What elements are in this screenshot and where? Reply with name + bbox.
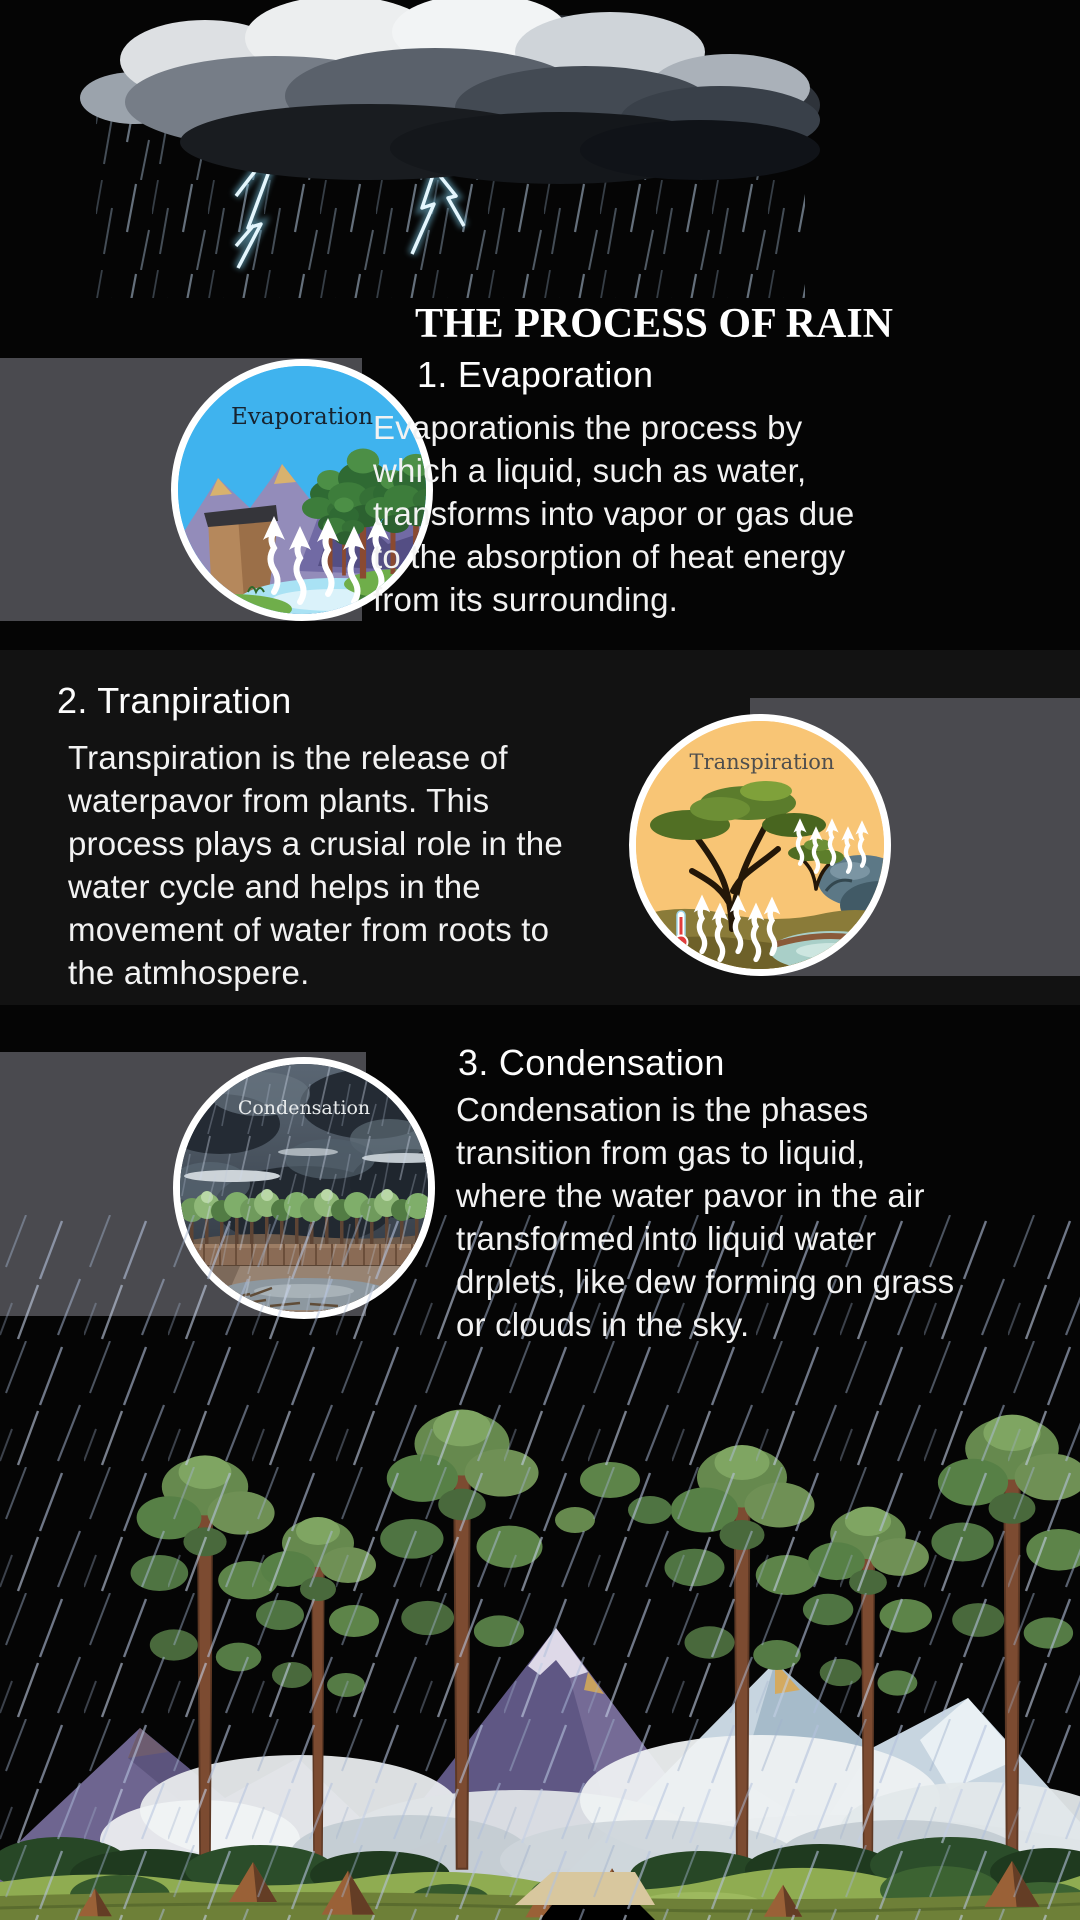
transpiration-heading: 2. Tranpiration [57, 680, 292, 721]
paragraph-line: transformed into liquid water [456, 1220, 877, 1257]
page-title: THE PROCESS OF RAIN [415, 301, 894, 347]
paragraph-line: Evaporationis the process by [373, 409, 803, 446]
paragraph-line: Condensation is the phases [456, 1091, 869, 1128]
thermometer-icon [675, 911, 688, 949]
paragraph-line: the atmhospere. [68, 954, 310, 991]
paragraph-line: Transpiration is the release of [68, 739, 508, 776]
transpiration-paragraph [68, 736, 563, 994]
condensation-paragraph [456, 1088, 954, 1346]
paragraph-line: transforms into vapor or gas due [373, 495, 855, 532]
paragraph-line: water cycle and helps in the [68, 868, 481, 905]
evaporation-paragraph [373, 406, 854, 621]
paragraph-line: movement of water from roots to [68, 911, 550, 948]
transpiration-circle-label: Transpiration [689, 750, 835, 774]
condensation-circle-label: Condensation [237, 1097, 371, 1119]
paragraph-line: from its surrounding. [373, 581, 678, 618]
paragraph-line: process plays a crusial role in the [68, 825, 563, 862]
paragraph-line: which a liquid, such as water, [373, 452, 807, 489]
condensation-heading: 3. Condensation [458, 1042, 725, 1083]
evaporation-heading: 1. Evaporation [417, 354, 654, 395]
paragraph-line: to the absorption of heat energy [373, 538, 846, 575]
paragraph-line: drplets, like dew forming on grass [456, 1263, 955, 1300]
paragraph-line: transition from gas to liquid, [456, 1134, 866, 1171]
evaporation-circle-label: Evaporation [230, 404, 374, 430]
transpiration-circle-illustration [629, 714, 891, 976]
paragraph-line: or clouds in the sky. [456, 1306, 750, 1343]
paragraph-line: waterpavor from plants. This [68, 782, 490, 819]
storm-cloud-illustration [40, 0, 840, 310]
paragraph-line: where the water pavor in the air [456, 1177, 925, 1214]
